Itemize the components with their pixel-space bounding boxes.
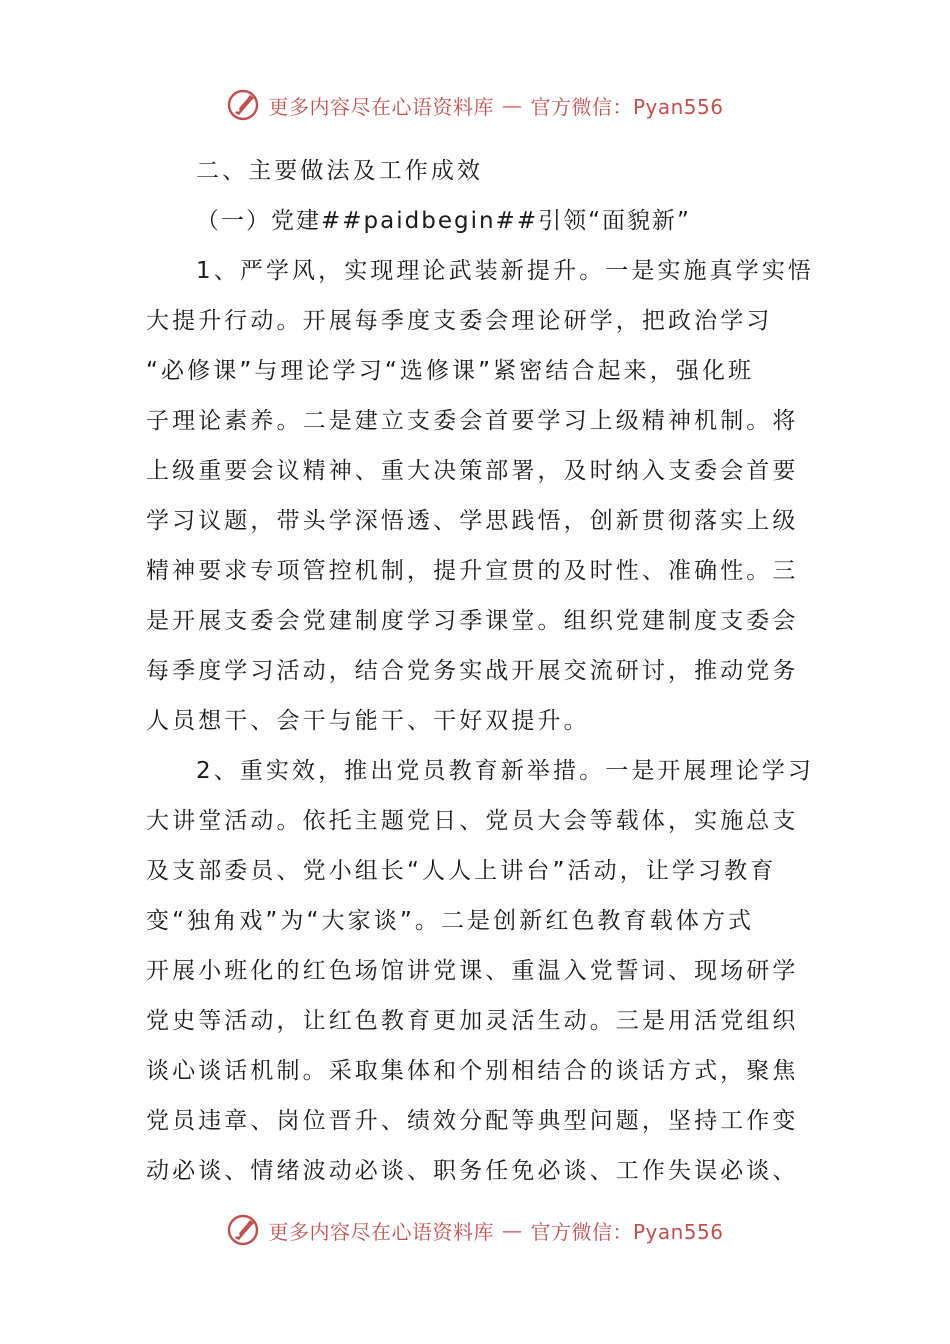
paragraph-line: 动必谈、情绪波动必谈、职务任免必谈、工作失误必谈、: [146, 1158, 799, 1184]
paragraph-line: 党史等活动，让红色教育更加灵活生动。三是用活党组织: [146, 1008, 799, 1034]
pen-nib-logo-icon: [226, 88, 260, 122]
paragraph-line: 党员违章、岗位晋升、绩效分配等典型问题，坚持工作变: [146, 1108, 799, 1134]
watermark-contact-text: 官方微信：Pyan556: [530, 1219, 724, 1244]
paragraph-line: 子理论素养。二是建立支委会首要学习上级精神机制。将: [146, 408, 799, 434]
paragraph-line: 开展小班化的红色场馆讲党课、重温入党誓词、现场研学: [146, 958, 799, 984]
watermark-brand-text: 更多内容尽在心语资料库: [268, 94, 494, 119]
paragraph-line: “必修课”与理论学习“选修课”紧密结合起来，强化班: [146, 358, 755, 384]
paragraph-line: 上级重要会议精神、重大决策部署，及时纳入支委会首要: [146, 458, 799, 484]
watermark-separator: —: [501, 93, 523, 117]
paragraph-1: [146, 246, 815, 746]
paragraph-line: 1、严学风，实现理论武装新提升。一是实施真学实悟: [196, 258, 815, 284]
footer-watermark: [0, 1207, 950, 1253]
pen-nib-logo-icon: [226, 1213, 260, 1247]
paragraph-line: 大提升行动。开展每季度支委会理论研学，把政治学习: [146, 308, 773, 334]
paragraph-line: 变“独角戏”为“大家谈”。二是创新红色教育载体方式: [146, 908, 755, 934]
paragraph-line: 是开展支委会党建制度学习季课堂。组织党建制度支委会: [146, 608, 799, 634]
header-watermark: [0, 82, 950, 128]
watermark-contact-text: 官方微信：Pyan556: [530, 94, 724, 119]
watermark-separator: —: [501, 1218, 523, 1242]
paragraph-line: 人员想干、会干与能干、干好双提升。: [146, 708, 590, 734]
paragraph-2: [146, 746, 815, 1196]
subsection-heading: （一）党建##paidbegin##引领“面貌新”: [196, 208, 691, 234]
paragraph-line: 谈心谈话机制。采取集体和个别相结合的谈话方式，聚焦: [146, 1058, 799, 1084]
document-body: [146, 146, 815, 1196]
paragraph-line: 精神要求专项管控机制，提升宣贯的及时性、准确性。三: [146, 558, 799, 584]
paragraph-line: 2、重实效，推出党员教育新举措。一是开展理论学习: [196, 758, 815, 784]
section-heading: 二、主要做法及工作成效: [196, 158, 484, 184]
paragraph-line: 每季度学习活动，结合党务实战开展交流研讨，推动党务: [146, 658, 799, 684]
paragraph-line: 及支部委员、党小组长“人人上讲台”活动，让学习教育: [146, 858, 777, 884]
paragraph-line: 学习议题，带头学深悟透、学思践悟，创新贯彻落实上级: [146, 508, 799, 534]
paragraph-line: 大讲堂活动。依托主题党日、党员大会等载体，实施总支: [146, 808, 799, 834]
watermark-brand-text: 更多内容尽在心语资料库: [268, 1219, 494, 1244]
